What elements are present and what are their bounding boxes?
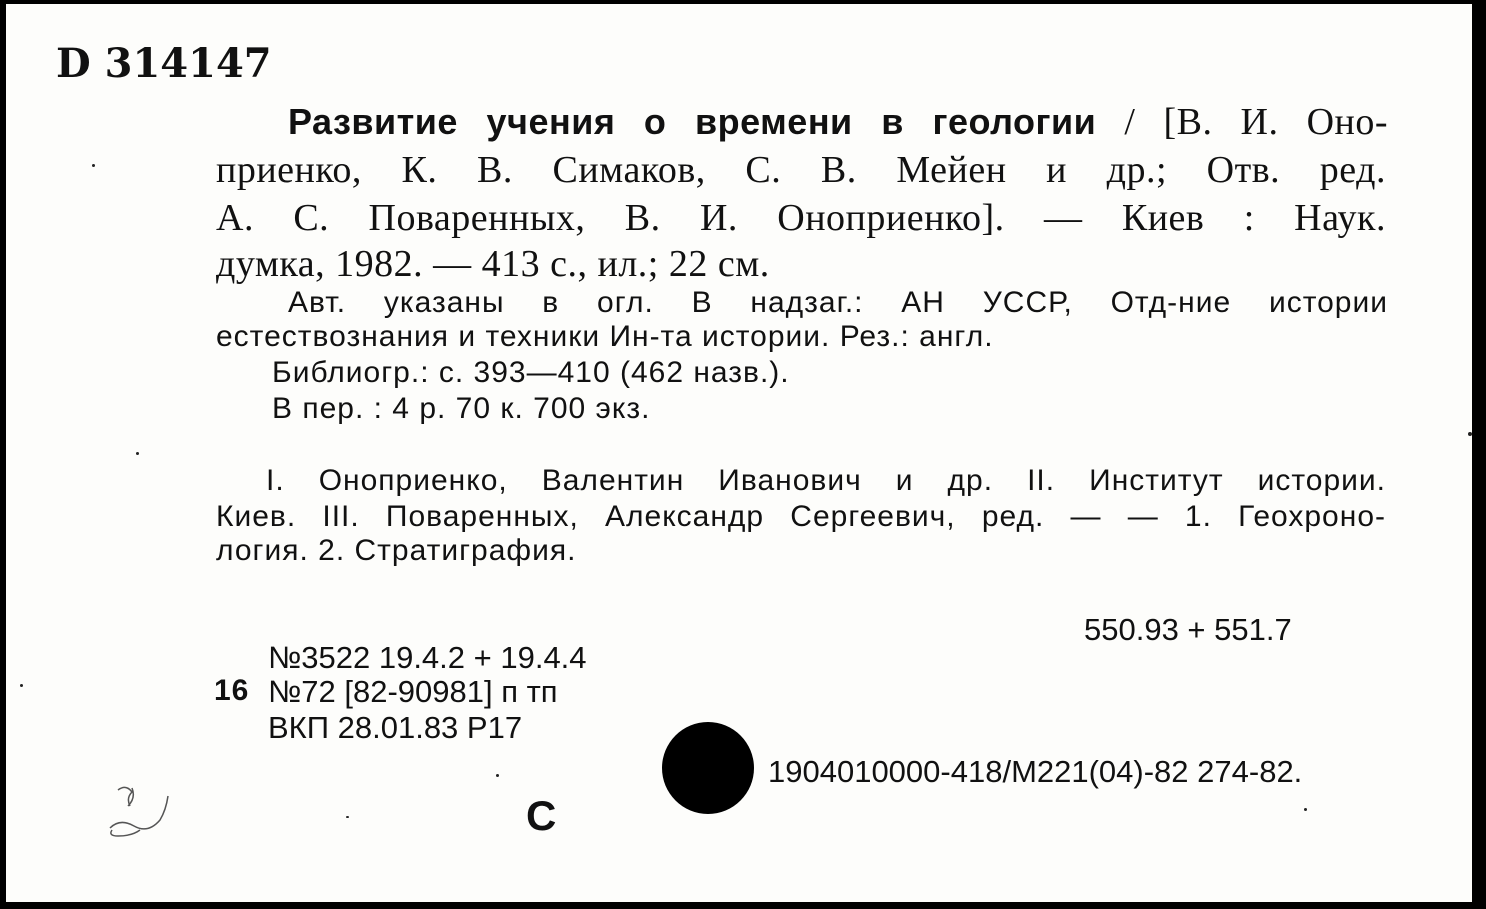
letter-mark: С — [526, 792, 557, 839]
tracing-line-1: I. Оноприенко, Валентин Иванович и др. II. Институт истории. — [266, 464, 1386, 497]
book-title: Развитие учения о времени в геологии — [288, 101, 1097, 142]
note-line-2: естествознания и техники Ин-та истории. Рез.: англ. — [216, 320, 994, 353]
order-number: №72 [82-90981] п тп — [268, 674, 558, 709]
speck — [346, 816, 349, 818]
description-line-1 — [288, 100, 1388, 144]
authors-start: / [В. И. Оно- — [1096, 101, 1389, 143]
tracing-line-3: логия. 2. Стратиграфия. — [216, 534, 577, 567]
tracing-line-2: Киев. III. Поваренных, Александр Сергеевич, ред. — — 1. Геохроно- — [216, 500, 1386, 533]
speck — [1304, 808, 1307, 811]
note-line-3: Библиогр.: с. 393—410 (462 назв.). — [272, 356, 790, 389]
catalog-card — [6, 4, 1472, 902]
catalog-code: 1904010000-418/М221(04)-82 274-82. — [768, 754, 1303, 789]
speck — [20, 684, 23, 687]
note-line-1: Авт. указаны в огл. В надзаг.: АН УССР, Отд-ние истории — [288, 286, 1388, 319]
description-line-3: А. С. Поваренных, В. И. Оноприенко]. — Киев : Наук. — [216, 197, 1386, 239]
note-line-4: В пер. : 4 р. 70 к. 700 экз. — [272, 392, 651, 425]
card-prefix: 16 — [214, 674, 250, 707]
description-line-2: приенко, К. В. Симаков, С. В. Мейен и др.; Отв. ред. — [216, 149, 1386, 191]
card-edge-shadow — [1472, 0, 1486, 909]
udc-index: 550.93 + 551.7 — [1084, 612, 1292, 647]
description-line-4: думка, 1982. — 413 с., ил.; 22 см. — [216, 243, 770, 285]
punch-hole — [662, 722, 754, 814]
vkp-stamp: ВКП 28.01.83 Р17 — [268, 710, 523, 745]
call-number: D 314147 — [56, 40, 272, 87]
speck — [136, 452, 139, 455]
speck — [496, 774, 499, 777]
bbk-index: №3522 19.4.2 + 19.4.4 — [268, 640, 587, 675]
handwritten-mark-icon — [102, 780, 182, 840]
speck — [92, 164, 95, 167]
